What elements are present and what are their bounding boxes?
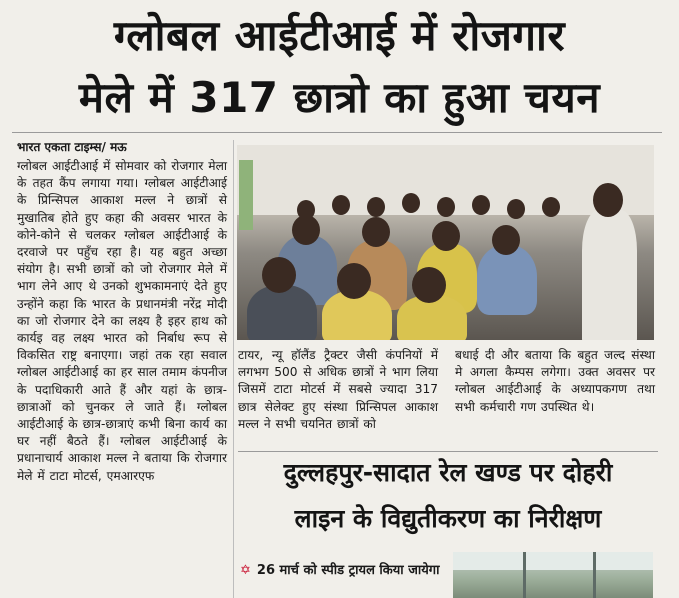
headline-line-2: मेले में 317 छात्रो का हुआ चयन <box>78 73 601 122</box>
article-column-middle: टायर, न्यू हॉलैंड ट्रैक्टर जैसी कंपनियों में लगभग 500 से अधिक छात्रों ने भाग लिया जिसमें टाटा मोटर्स में सबसे ज्यादा 317 छात्र सेलेक्ट हुए संस्था प्रिन्सिपल आकाश मल्ल ने सभी चयनित छात्रों को <box>238 348 438 431</box>
second-headline-line-2: लाइन के विद्युतीकरण का निरीक्षण <box>294 504 602 533</box>
column-divider <box>233 140 234 598</box>
headline-divider <box>12 132 662 133</box>
headline-line-1: ग्लोबल आईटीआई में रोजगार <box>113 11 566 60</box>
job-fair-photo <box>237 145 654 340</box>
bullet-text: 26 मार्च को स्पीड ट्रायल किया जायेगा <box>256 563 440 578</box>
article-column-right: बधाई दी और बताया कि बहुत जल्द संस्था मे अगला कैम्पस लगेगा। उक्त अवसर पर ग्लोबल आईटीआई के अध्यापकगण तथा सभी कर्मचारी गण उपस्थित थे। <box>455 348 655 414</box>
second-story-bullet <box>240 562 440 579</box>
second-headline-line-1: दुल्लहपुर-सादात रेल खण्ड पर दोहरी <box>283 458 613 487</box>
star-of-david-icon: ✡ <box>240 563 251 578</box>
story-divider <box>238 451 658 452</box>
railway-photo <box>453 552 653 598</box>
byline: भारत एकता टाइम्स/ मऊ <box>17 140 127 154</box>
article-column-left: ग्लोबल आईटीआई में सोमवार को रोजगार मेला के तहत कैंप लगाया गया। ग्लोबल आईटीआई के प्रिन्सिपल आकाश मल्ल ने छात्रों से मुखातिब होते हुए कहा की अवसर भारत के कोने-कोने से चलकर ग्लोबल आईटीआई के दरवाजे पर पहुँच रहा है। यह बहुत अच्छा संयोग है। सभी छात्रों को जो रोजगार मेले में भाग लेने आए थे उनको शुभकामनाएं देते हुए उन्होंने कहा कि भारत के प्रधानमंत्री नरेंद्र मोदी का जो रोजगार देने का लक्ष्य है इहर हाथ को कार्यइ वह लक्ष्य भारत को निर्बाध रूप से विकसित राष्ट्र बनाएगा। जहां तक रहा सवाल ग्लोबल आईटीआई का हर साल तमाम कंपनीज के पदाधिकारी आते हैं और यहां के छात्र-छात्राओं को चुनकर ले जाते हैं। ग्लोबल आईटीआई के छात्र-छात्राएं कभी बिना कार्य का घर नहीं बैठते हैं। ग्लोबल आईटीआई के प्रधानाचार्य आकाश मल्ल ने बताया कि रोजगार मेले में टाटा मोटर्स, एमआरएफ <box>17 159 227 483</box>
